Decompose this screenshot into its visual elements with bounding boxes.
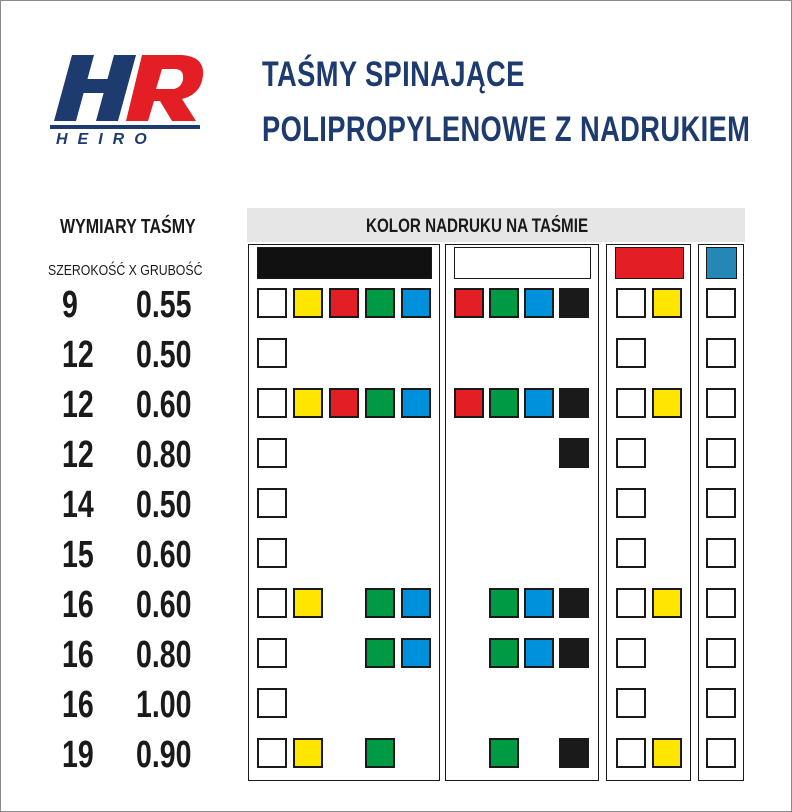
logo-wordmark: HEIRO	[56, 131, 157, 147]
print-color-box-red	[329, 288, 359, 318]
row-width: 12	[62, 384, 94, 426]
print-color-box-white	[616, 338, 646, 368]
print-color-box-blue	[401, 388, 431, 418]
print-color-box-yellow	[293, 288, 323, 318]
print-color-box-white	[257, 588, 287, 618]
print-color-box-white	[616, 388, 646, 418]
tape-swatch-red	[615, 247, 684, 279]
print-color-box-white	[616, 538, 646, 568]
print-color-box-blue	[401, 638, 431, 668]
row-width: 16	[62, 584, 94, 626]
row-thickness: 0.55	[136, 284, 192, 326]
print-color-box-white	[616, 438, 646, 468]
row-width: 12	[62, 334, 94, 376]
tape-swatch-white	[454, 247, 591, 279]
print-color-box-blue	[524, 388, 554, 418]
print-color-box-yellow	[652, 388, 682, 418]
row-thickness: 0.60	[136, 584, 192, 626]
print-color-box-white	[616, 288, 646, 318]
print-color-box-green	[489, 588, 519, 618]
print-color-box-blue	[524, 588, 554, 618]
print-color-box-green	[365, 288, 395, 318]
logo-h-bar	[78, 79, 124, 93]
print-color-box-white	[706, 488, 736, 518]
print-color-box-blue	[524, 288, 554, 318]
logo-underline	[50, 125, 200, 129]
print-color-box-blue	[524, 638, 554, 668]
print-color-box-white	[706, 688, 736, 718]
title-line-2: POLIPROPYLENOWE Z NADRUKIEM	[262, 110, 751, 149]
print-color-box-red	[454, 388, 484, 418]
print-color-box-green	[365, 588, 395, 618]
row-width: 16	[62, 634, 94, 676]
print-color-box-white	[616, 588, 646, 618]
print-color-box-black	[559, 588, 589, 618]
print-color-box-yellow	[652, 588, 682, 618]
print-color-box-yellow	[652, 738, 682, 768]
print-color-box-black	[559, 738, 589, 768]
title-line-1: TAŚMY SPINAJĄCE	[262, 55, 525, 94]
print-color-box-red	[329, 388, 359, 418]
print-color-box-black	[559, 638, 589, 668]
row-thickness: 0.50	[136, 334, 192, 376]
print-color-box-green	[365, 388, 395, 418]
print-color-box-black	[559, 388, 589, 418]
print-color-header: KOLOR NADRUKU NA TAŚMIE	[366, 216, 589, 237]
row-thickness: 0.60	[136, 534, 192, 576]
print-color-box-white	[706, 638, 736, 668]
row-thickness: 0.50	[136, 484, 192, 526]
dimensions-header: WYMIARY TAŚMY	[60, 216, 196, 238]
print-color-box-yellow	[293, 738, 323, 768]
row-thickness: 0.80	[136, 434, 192, 476]
tape-swatch-blue	[706, 247, 737, 279]
print-color-box-white	[257, 738, 287, 768]
print-color-box-white	[706, 388, 736, 418]
print-color-box-red	[454, 288, 484, 318]
print-color-box-yellow	[293, 588, 323, 618]
print-color-box-green	[489, 738, 519, 768]
print-color-box-white	[257, 288, 287, 318]
row-thickness: 0.60	[136, 384, 192, 426]
print-color-box-white	[706, 338, 736, 368]
print-color-box-white	[257, 638, 287, 668]
row-thickness: 1.00	[136, 684, 192, 726]
dimensions-subheader: SZEROKOŚĆ X GRUBOŚĆ	[48, 262, 203, 279]
heiro-logo	[50, 55, 210, 147]
print-color-box-white	[616, 638, 646, 668]
print-color-box-white	[257, 338, 287, 368]
print-color-box-green	[489, 288, 519, 318]
print-color-box-white	[257, 538, 287, 568]
print-color-box-white	[706, 738, 736, 768]
print-color-box-black	[559, 288, 589, 318]
row-thickness: 0.80	[136, 634, 192, 676]
print-color-box-white	[706, 288, 736, 318]
print-color-box-green	[489, 388, 519, 418]
print-color-box-green	[365, 738, 395, 768]
print-color-box-white	[616, 738, 646, 768]
print-color-box-white	[616, 688, 646, 718]
print-color-box-white	[706, 538, 736, 568]
row-thickness: 0.90	[136, 734, 192, 776]
group-white-tape	[445, 244, 599, 781]
print-color-box-green	[489, 638, 519, 668]
row-width: 14	[62, 484, 94, 526]
print-color-box-green	[365, 638, 395, 668]
tape-swatch-black	[257, 247, 432, 279]
print-color-box-blue	[401, 288, 431, 318]
row-width: 16	[62, 684, 94, 726]
print-color-box-white	[257, 488, 287, 518]
print-color-box-yellow	[293, 388, 323, 418]
print-color-box-white	[706, 438, 736, 468]
row-width: 9	[62, 284, 78, 326]
logo-r	[126, 55, 203, 121]
print-color-box-yellow	[652, 288, 682, 318]
row-width: 19	[62, 734, 94, 776]
print-color-box-black	[559, 438, 589, 468]
print-color-box-white	[257, 438, 287, 468]
row-width: 12	[62, 434, 94, 476]
print-color-box-white	[616, 488, 646, 518]
print-color-box-blue	[401, 588, 431, 618]
print-color-box-white	[257, 388, 287, 418]
print-color-box-white	[706, 588, 736, 618]
row-width: 15	[62, 534, 94, 576]
print-color-box-white	[257, 688, 287, 718]
